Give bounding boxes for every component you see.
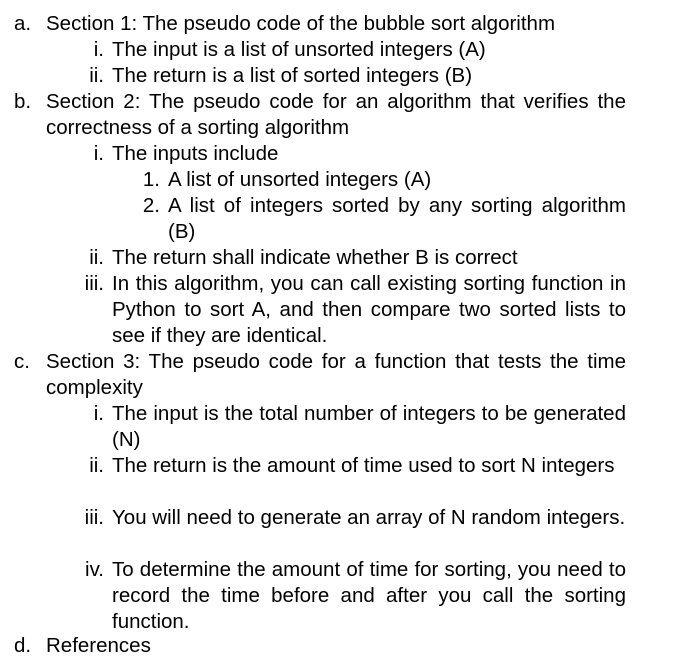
section-title: Section 3: The pseudo code for a function that tests the time complexity <box>46 350 626 399</box>
section-marker: a. <box>14 12 32 35</box>
item-marker: ii. <box>89 454 104 477</box>
subitem-marker: 1. <box>142 168 160 191</box>
item-marker: i. <box>93 38 104 61</box>
section-marker: b. <box>14 90 32 113</box>
section-c <box>14 349 626 401</box>
item-marker: iii. <box>84 272 104 295</box>
section-title: References <box>46 634 151 657</box>
section-marker: d. <box>14 634 32 657</box>
section-marker: c. <box>14 350 30 373</box>
section-b-item-ii <box>46 245 626 271</box>
section-a-item-i <box>46 37 626 63</box>
section-b-subitem-2 <box>104 193 626 245</box>
section-b-subitem-1 <box>104 167 626 193</box>
section-c-item-iii <box>46 505 626 531</box>
item-marker: ii. <box>89 246 104 269</box>
section-b-item-i <box>46 141 626 167</box>
subitem-text: A list of integers sorted by any sorting algorithm (B) <box>168 194 626 243</box>
section-a-item-ii <box>46 63 626 89</box>
item-marker: i. <box>93 402 104 425</box>
section-c-item-i <box>46 401 626 453</box>
item-text: You will need to generate an array of N random integers. <box>112 506 626 529</box>
section-b-item-iii <box>46 271 626 349</box>
item-text: The inputs include <box>112 142 279 165</box>
item-text: The input is a list of unsorted integers (A) <box>112 38 486 61</box>
section-b <box>14 89 626 141</box>
section-title: Section 2: The pseudo code for an algorithm that verifies the correctness of a sorting algorithm <box>46 90 626 139</box>
item-marker: iv. <box>85 558 104 581</box>
item-text: The return is the amount of time used to sort N integers <box>112 454 615 477</box>
section-c-item-iv <box>46 557 626 635</box>
subitem-text: A list of unsorted integers (A) <box>168 168 432 191</box>
item-text: The input is the total number of integers to be generated (N) <box>112 402 626 451</box>
item-text: The return shall indicate whether B is correct <box>112 246 518 269</box>
item-text: To determine the amount of time for sorting, you need to record the time before and after you call the sorting function. <box>112 558 626 633</box>
subitem-marker: 2. <box>142 194 160 217</box>
section-title: Section 1: The pseudo code of the bubble sort algorithm <box>46 12 556 35</box>
item-marker: i. <box>93 142 104 165</box>
section-a <box>14 11 626 37</box>
item-marker: ii. <box>89 64 104 87</box>
section-d <box>14 633 626 659</box>
section-c-item-ii <box>46 453 626 479</box>
item-text: The return is a list of sorted integers (B) <box>112 64 473 87</box>
item-text: In this algorithm, you can call existing sorting function in Python to sort A, and then compare two sorted lists to see if they are identical. <box>112 272 626 347</box>
item-marker: iii. <box>84 506 104 529</box>
